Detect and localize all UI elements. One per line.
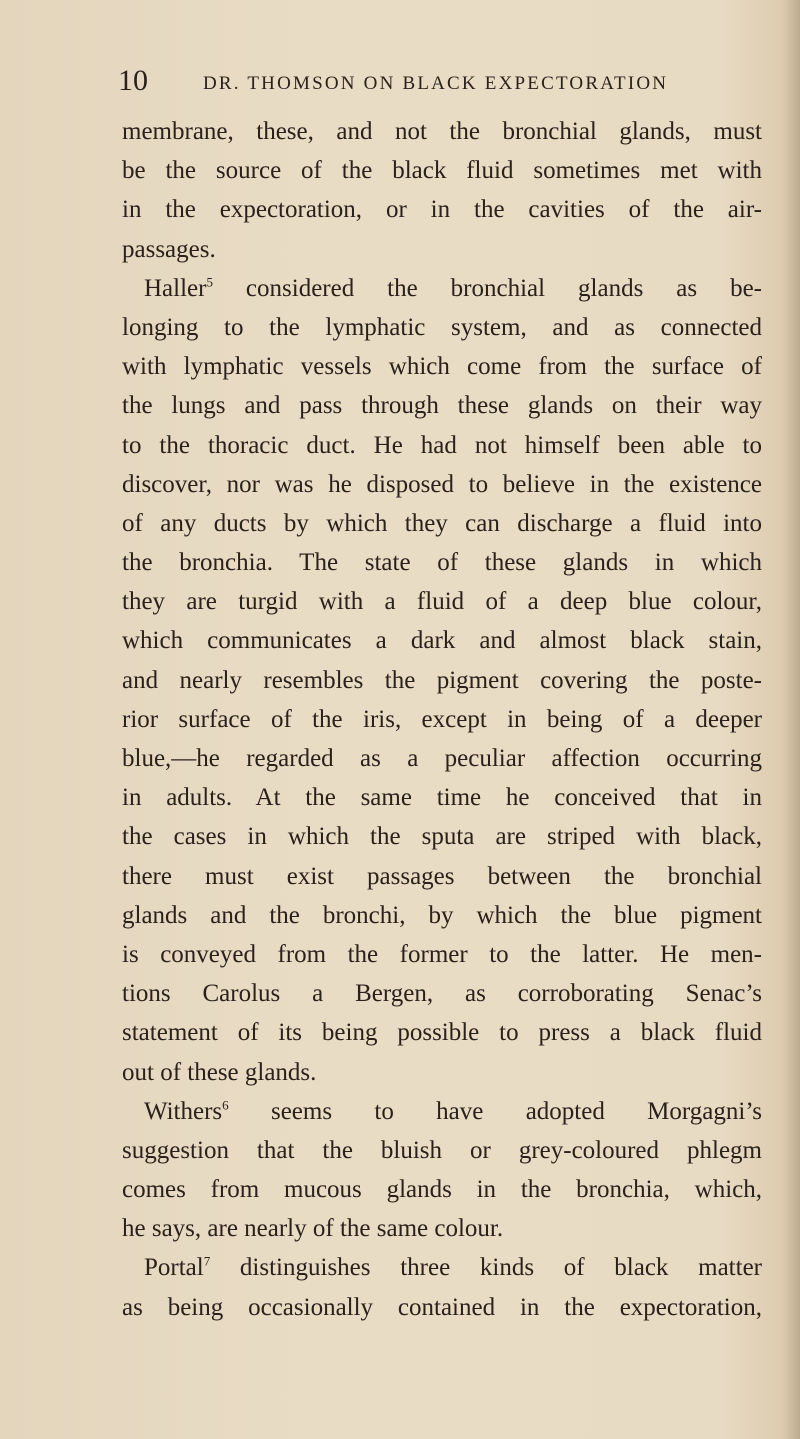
text-line: there must exist passages between the bronchial: [122, 862, 762, 890]
text-line: blue,—he regarded as a peculiar affection occurring: [122, 745, 762, 772]
text-line: comes from mucous glands in the bronchia, which,: [122, 1176, 762, 1204]
text-line: longing to the lymphatic system, and as connected: [122, 313, 762, 341]
text-line: passages.: [122, 235, 216, 263]
text-line: Portal$^7$ distinguishes three kinds of black matter: [144, 1254, 762, 1282]
text-line: in the expectoration, or in the cavities of the air-: [122, 196, 762, 224]
text-line: he says, are nearly of the same colour.: [122, 1215, 504, 1243]
text-line: the lungs and pass through these glands on their way: [122, 392, 762, 420]
text-line: to the thoracic duct. He had not himself been able to: [122, 431, 762, 459]
text-line: glands and the bronchi, by which the blue pigment: [122, 901, 762, 929]
text-line: tions Carolus a Bergen, as corroborating Senac’s: [122, 980, 762, 1008]
text-line: as being occasionally contained in the expectoration,: [122, 1293, 762, 1321]
text-line: of any ducts by which they can discharge a fluid into: [122, 509, 762, 537]
text-line: discover, nor was he disposed to believe in the existence: [122, 470, 762, 498]
text-line: statement of its being possible to press a black fluid: [122, 1019, 762, 1047]
text-line: and nearly resembles the pigment covering the poste-: [122, 666, 762, 694]
page-header: [118, 60, 758, 104]
body-text: [122, 112, 762, 1327]
text-line: is conveyed from the former to the latter. He men-: [122, 940, 762, 968]
text-line: rior surface of the iris, except in being of a deeper: [122, 705, 762, 733]
text-line: which communicates a dark and almost black stain,: [122, 627, 762, 655]
text-line: Haller$^5$ considered the bronchial glands as be-: [144, 274, 762, 302]
footnote-marker: 5: [206, 274, 213, 290]
text-line: suggestion that the bluish or grey-coloured phlegm: [122, 1136, 762, 1164]
running-title: DR. THOMSON ON BLACK EXPECTORATION: [203, 73, 669, 94]
text-line: Withers$^6$ seems to have adopted Morgagni’s: [144, 1097, 762, 1125]
text-line: they are turgid with a fluid of a deep blue colour,: [122, 588, 762, 616]
page-number: 10: [118, 64, 148, 97]
text-line: with lymphatic vessels which come from the surface of: [122, 353, 762, 381]
text-line: the cases in which the sputa are striped with black,: [122, 823, 762, 851]
text-line: be the source of the black fluid sometimes met with: [122, 157, 762, 185]
text-line: out of these glands.: [122, 1058, 317, 1086]
text-line: in adults. At the same time he conceived that in: [122, 784, 762, 812]
page-edge-shadow: [782, 0, 800, 1439]
text-line: the bronchia. The state of these glands in which: [122, 549, 762, 577]
footnote-marker: 6: [222, 1097, 229, 1113]
text-line: membrane, these, and not the bronchial glands, must: [122, 118, 762, 145]
footnote-marker: 7: [203, 1254, 211, 1270]
